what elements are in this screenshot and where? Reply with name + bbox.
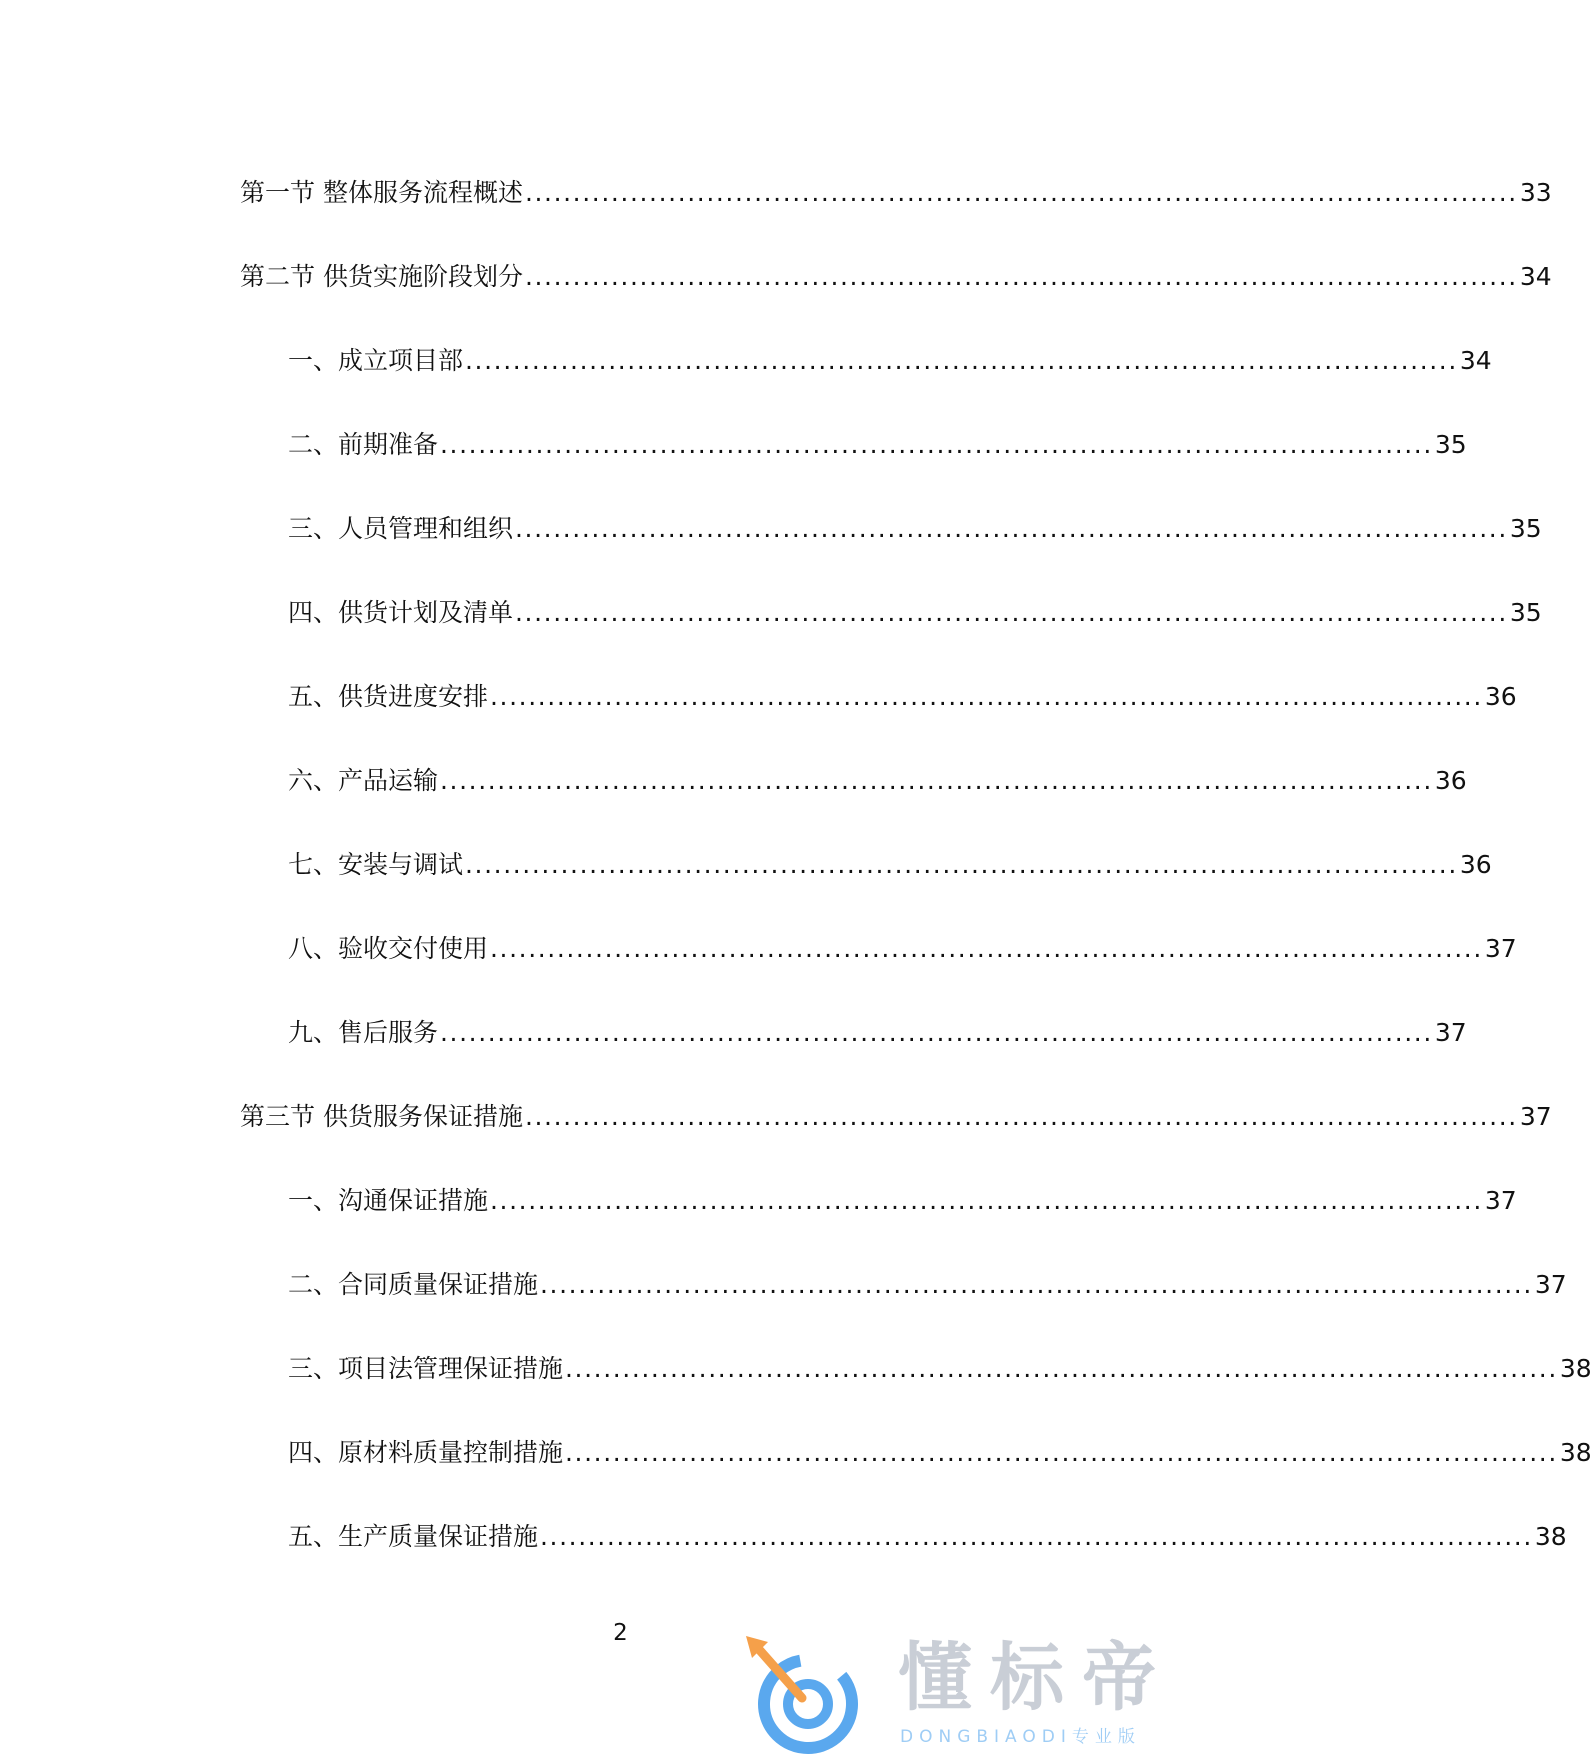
target-arrow-icon bbox=[738, 1636, 878, 1754]
toc-entry[interactable] bbox=[288, 761, 1467, 801]
toc-entry-page: 37 bbox=[1484, 1186, 1517, 1215]
toc-entry-label: 三、项目法管理保证措施 bbox=[288, 1354, 564, 1383]
toc-entry[interactable] bbox=[288, 929, 1517, 969]
toc-entry-page: 38 bbox=[1559, 1438, 1592, 1467]
toc-entry-page: 34 bbox=[1459, 346, 1492, 375]
toc-leader-dots: ........................................................................................................ bbox=[465, 850, 1458, 879]
watermark-brand-name: 懂标帝 bbox=[898, 1635, 1174, 1721]
toc-entry-label: 四、原材料质量控制措施 bbox=[288, 1438, 564, 1467]
toc-entry-label: 一、成立项目部 bbox=[288, 346, 464, 375]
toc-entry-label: 第一节 整体服务流程概述 bbox=[240, 178, 523, 207]
toc-leader-dots: ........................................................................................................ bbox=[540, 1522, 1533, 1551]
toc-leader-dots: ........................................................................................................ bbox=[515, 514, 1508, 543]
toc-entry-label: 第三节 供货服务保证措施 bbox=[240, 1102, 523, 1131]
toc-entry-page: 37 bbox=[1519, 1102, 1552, 1131]
page-number: 2 bbox=[613, 1620, 628, 1646]
toc-leader-dots: ........................................................................................................ bbox=[524, 1102, 1518, 1131]
toc-entry-page: 35 bbox=[1509, 598, 1542, 627]
toc-leader-dots: ........................................................................................................ bbox=[524, 262, 1518, 291]
toc-leader-dots: ........................................................................................................ bbox=[440, 766, 1433, 795]
toc-entry-label: 五、生产质量保证措施 bbox=[288, 1522, 539, 1551]
toc-entry-page: 35 bbox=[1434, 430, 1467, 459]
toc-entry-label: 五、供货进度安排 bbox=[288, 682, 489, 711]
toc-entry-page: 37 bbox=[1484, 934, 1517, 963]
watermark-subtitle: DONGBIAODI专业版 bbox=[900, 1727, 1141, 1747]
toc-leader-dots: ........................................................................................................ bbox=[490, 934, 1483, 963]
toc-entry[interactable] bbox=[288, 509, 1542, 549]
toc-entry-label: 六、产品运输 bbox=[288, 766, 439, 795]
toc-entry[interactable] bbox=[288, 1349, 1592, 1389]
toc-leader-dots: ........................................................................................................ bbox=[515, 598, 1508, 627]
toc-entry-label: 三、人员管理和组织 bbox=[288, 514, 514, 543]
toc-entry-page: 38 bbox=[1534, 1522, 1567, 1551]
toc-leader-dots: ........................................................................................................ bbox=[524, 178, 1518, 207]
toc-entry-page: 36 bbox=[1459, 850, 1492, 879]
toc-entry-page: 35 bbox=[1509, 514, 1542, 543]
toc-entry-label: 八、验收交付使用 bbox=[288, 934, 489, 963]
toc-entry-page: 37 bbox=[1434, 1018, 1467, 1047]
toc-leader-dots: ........................................................................................................ bbox=[440, 430, 1433, 459]
toc-leader-dots: ........................................................................................................ bbox=[490, 682, 1483, 711]
toc-entry-page: 34 bbox=[1519, 262, 1552, 291]
toc-entry-page: 38 bbox=[1559, 1354, 1592, 1383]
toc-entry-page: 37 bbox=[1534, 1270, 1567, 1299]
toc-entry[interactable] bbox=[288, 1433, 1592, 1473]
toc-entry-label: 一、沟通保证措施 bbox=[288, 1186, 489, 1215]
toc-entry[interactable] bbox=[240, 1097, 1552, 1137]
toc-entry[interactable] bbox=[288, 1517, 1567, 1557]
toc-entry-label: 七、安装与调试 bbox=[288, 850, 464, 879]
toc-entry-label: 第二节 供货实施阶段划分 bbox=[240, 262, 523, 291]
toc-leader-dots: ........................................................................................................ bbox=[490, 1186, 1483, 1215]
toc-leader-dots: ........................................................................................................ bbox=[565, 1354, 1558, 1383]
toc-entry[interactable] bbox=[288, 1265, 1567, 1305]
toc-leader-dots: ........................................................................................................ bbox=[565, 1438, 1558, 1467]
toc-entry-label: 四、供货计划及清单 bbox=[288, 598, 514, 627]
toc-entry[interactable] bbox=[240, 173, 1552, 213]
toc-entry-page: 33 bbox=[1519, 178, 1552, 207]
toc-leader-dots: ........................................................................................................ bbox=[440, 1018, 1433, 1047]
toc-entry[interactable] bbox=[240, 257, 1552, 297]
toc-entry[interactable] bbox=[288, 677, 1517, 717]
toc-entry-page: 36 bbox=[1484, 682, 1517, 711]
toc-entry[interactable] bbox=[288, 425, 1467, 465]
toc-entry-label: 九、售后服务 bbox=[288, 1018, 439, 1047]
watermark bbox=[738, 1636, 1230, 1754]
toc-leader-dots: ........................................................................................................ bbox=[540, 1270, 1533, 1299]
toc-entry-label: 二、合同质量保证措施 bbox=[288, 1270, 539, 1299]
toc-entry[interactable] bbox=[288, 341, 1492, 381]
toc-entry[interactable] bbox=[288, 1013, 1467, 1053]
toc-entry-label: 二、前期准备 bbox=[288, 430, 439, 459]
toc-entry[interactable] bbox=[288, 1181, 1517, 1221]
toc-entry[interactable] bbox=[288, 845, 1492, 885]
toc-entry[interactable] bbox=[288, 593, 1542, 633]
toc-entry-page: 36 bbox=[1434, 766, 1467, 795]
toc-leader-dots: ........................................................................................................ bbox=[465, 346, 1458, 375]
